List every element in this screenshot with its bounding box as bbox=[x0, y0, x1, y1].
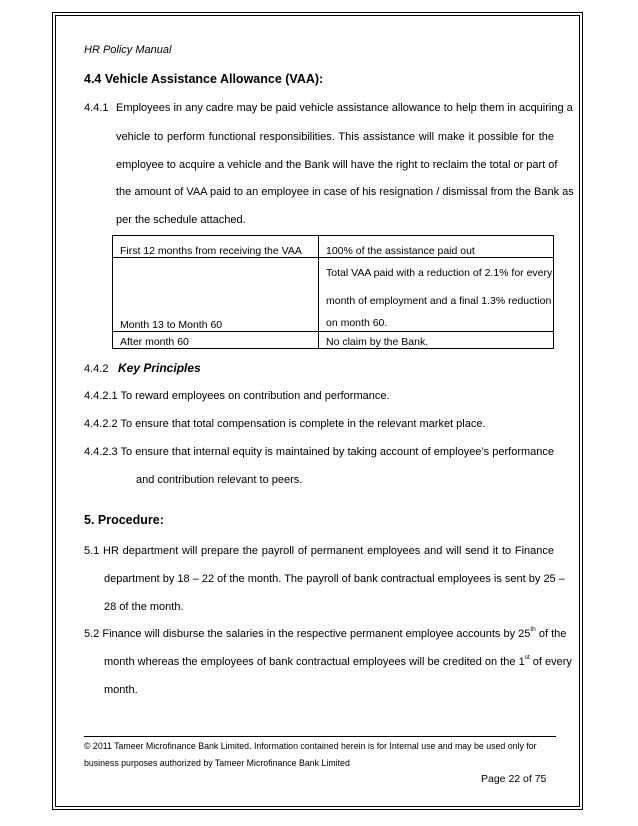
para-4-4-1-line: the amount of VAA paid to an employee in case of his resignation / dismissal from the Bank as bbox=[116, 186, 574, 198]
table-cell-rule: 100% of the assistance paid out bbox=[319, 236, 554, 258]
page-number: Page 22 of 75 bbox=[481, 773, 547, 785]
section-5-heading: 5. Procedure: bbox=[84, 513, 164, 527]
table-row bbox=[113, 236, 554, 258]
footer-divider bbox=[84, 736, 556, 737]
table-cell-rule bbox=[319, 258, 554, 332]
para-5-2-text: month whereas the employees of bank contractual employees will be credited on the 1 bbox=[104, 656, 525, 668]
para-5-2-text: of every bbox=[529, 656, 572, 668]
table-row bbox=[113, 332, 554, 349]
table-cell-rule: No claim by the Bank. bbox=[319, 332, 554, 349]
para-4-4-1-number: 4.4.1 bbox=[84, 102, 109, 114]
para-5-2-line bbox=[104, 654, 572, 668]
para-4-4-1-line: vehicle to perform functional responsibilities. This assistance will make it possible for the bbox=[116, 131, 554, 143]
para-4-4-2-number: 4.4.2 bbox=[84, 363, 109, 375]
footer-copyright-line: © 2011 Tameer Microfinance Bank Limited. Information contained herein is for Internal use and may be used only for bbox=[84, 741, 537, 751]
para-5-1-line: 28 of the month. bbox=[104, 601, 184, 613]
key-principles-heading: Key Principles bbox=[118, 361, 201, 375]
para-5-2-text: of the bbox=[535, 628, 567, 640]
para-5-1-line: 5.1 HR department will prepare the payroll of permanent employees and will send it to Finance bbox=[84, 545, 554, 557]
para-4-4-2-1: 4.4.2.1 To reward employees on contribution and performance. bbox=[84, 390, 390, 402]
table-cell-period: After month 60 bbox=[113, 332, 319, 349]
para-4-4-1-line: per the schedule attached. bbox=[116, 214, 246, 226]
table-cell-rule-line: month of employment and a final 1.3% reduction bbox=[326, 295, 552, 307]
para-5-1-line: department by 18 – 22 of the month. The payroll of bank contractual employees is sent by 25 – bbox=[104, 573, 565, 585]
table-row bbox=[113, 258, 554, 332]
para-4-4-1-line: employee to acquire a vehicle and the Bank will have the right to reclaim the total or part of bbox=[116, 159, 558, 171]
vaa-schedule-table bbox=[112, 235, 554, 349]
table-cell-period: First 12 months from receiving the VAA bbox=[113, 236, 319, 258]
table-cell-rule-line: Total VAA paid with a reduction of 2.1% for every bbox=[326, 267, 553, 279]
running-header: HR Policy Manual bbox=[84, 44, 172, 56]
para-5-2-line bbox=[84, 626, 567, 640]
superscript-th: th bbox=[530, 626, 536, 633]
superscript-st: st bbox=[524, 654, 530, 661]
para-4-4-1-line: Employees in any cadre may be paid vehicle assistance allowance to help them in acquiring a bbox=[116, 102, 573, 114]
section-4-4-heading: 4.4 Vehicle Assistance Allowance (VAA): bbox=[84, 72, 324, 86]
para-4-4-2-3-line: and contribution relevant to peers. bbox=[136, 474, 303, 486]
para-5-2-line: month. bbox=[104, 684, 138, 696]
para-5-2-text: 5.2 Finance will disburse the salaries in the respective permanent employee accounts by 25 bbox=[84, 628, 531, 640]
footer-copyright-line: business purposes authorized by Tameer Microfinance Bank Limited bbox=[84, 758, 350, 768]
para-4-4-2-2: 4.4.2.2 To ensure that total compensation is complete in the relevant market place. bbox=[84, 418, 486, 430]
table-cell-rule-line: on month 60. bbox=[326, 317, 388, 329]
para-4-4-2-3-line: 4.4.2.3 To ensure that internal equity is maintained by taking account of employee’s performance bbox=[84, 446, 554, 458]
table-cell-period: Month 13 to Month 60 bbox=[113, 258, 319, 332]
